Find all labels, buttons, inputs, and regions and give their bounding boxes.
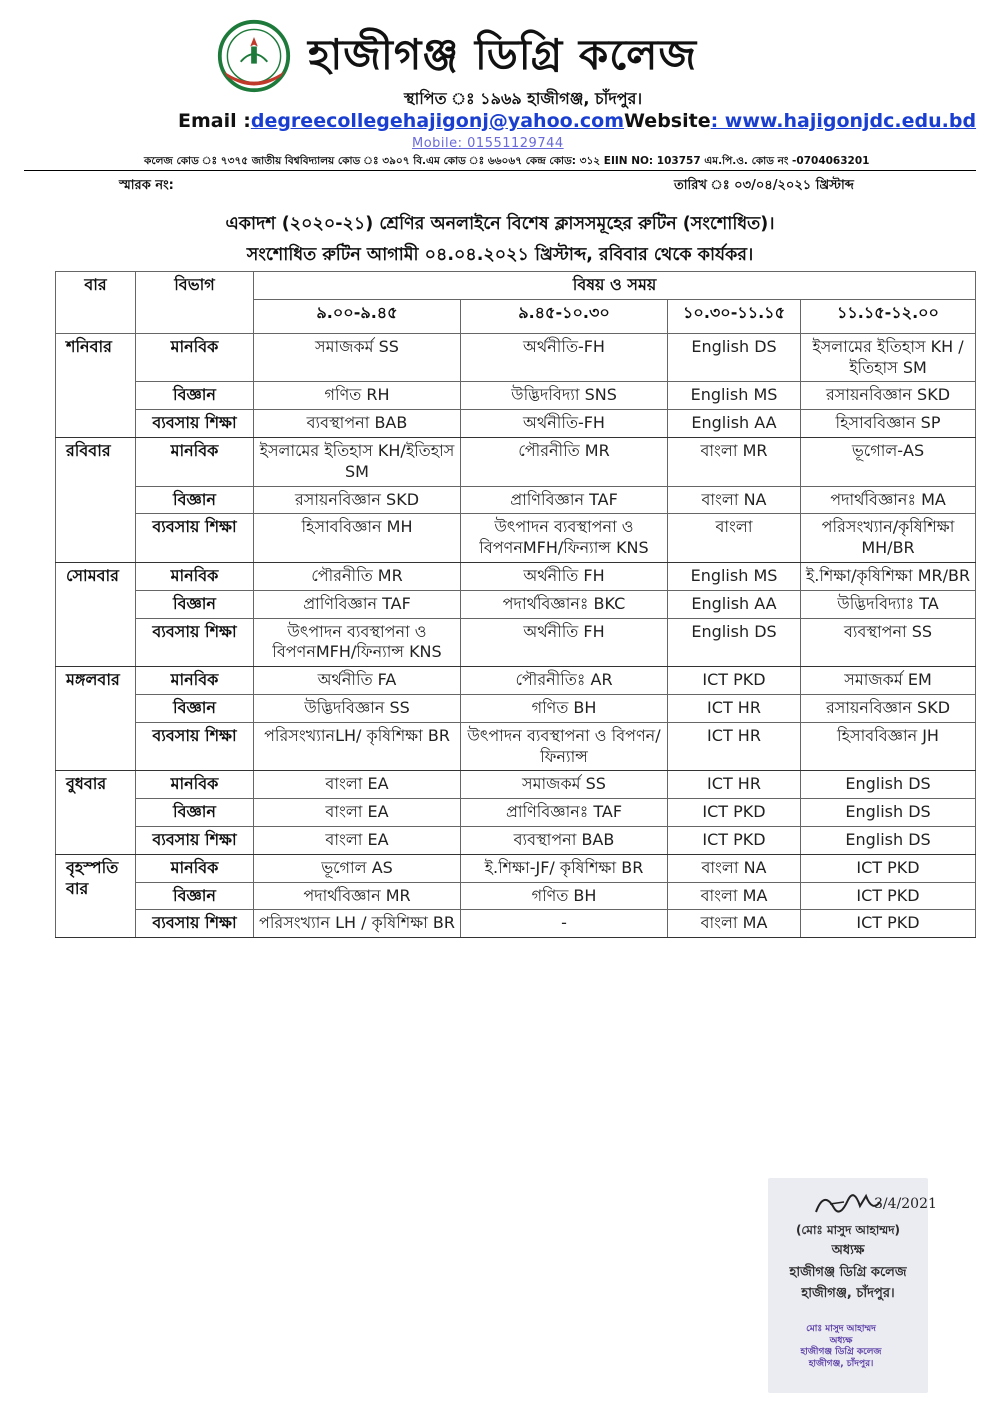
- subject-cell: সমাজকর্ম SS: [254, 333, 461, 382]
- subject-cell: ICT HR: [668, 694, 801, 722]
- notice-subtitle: সংশোধিত রুটিন আগামী ০৪.০৪.২০২১ খ্রিস্টাব্দ, রবিবার থেকে কার্যকর।: [246, 245, 754, 265]
- subject-cell: প্রাণিবিজ্ঞানঃ TAF: [461, 799, 668, 827]
- table-row: [56, 333, 976, 382]
- table-row: [56, 382, 976, 410]
- subject-cell: বাংলা MA: [668, 882, 801, 910]
- subject-cell: ভূগোল AS: [254, 854, 461, 882]
- stamp-line: মোঃ মাসুদ আহাম্মদ: [806, 1324, 876, 1334]
- department-cell: মানবিক: [136, 667, 254, 695]
- subject-cell: উদ্ভিদবিদ্যাঃ TA: [801, 590, 976, 618]
- subject-cell: ICT PKD: [801, 882, 976, 910]
- subject-cell: বাংলা: [668, 514, 801, 563]
- subject-cell: ভূগোল-AS: [801, 437, 976, 486]
- department-cell: ব্যবসায় শিক্ষা: [136, 410, 254, 438]
- subject-cell: English AA: [668, 410, 801, 438]
- table-row: [56, 562, 976, 590]
- subject-cell: বাংলা EA: [254, 771, 461, 799]
- subject-cell: পদার্থবিজ্ঞানঃ BKC: [461, 590, 668, 618]
- department-cell: মানবিক: [136, 437, 254, 486]
- website-label: Website: [624, 110, 711, 132]
- subject-cell: প্রাণিবিজ্ঞান TAF: [461, 486, 668, 514]
- table-row: [56, 590, 976, 618]
- day-cell: বুধবার: [56, 771, 136, 854]
- subject-cell: রসায়নবিজ্ঞান SKD: [801, 694, 976, 722]
- signatory-details: [768, 1222, 928, 1303]
- email-link[interactable]: degreecollegehajigonj@yahoo.com: [250, 110, 625, 132]
- institution-codes: কলেজ কোড ঃ ৭৩৭৫ জাতীয় বিশ্ববিদ্যালয় কোড ঃ ৩৯০৭ বি.এম কোড ঃ ৬৬০৬৭ কেন্দ্র কোড: ৩১২ EIIN NO: 103757 এম.পি.ও. কোড নং -0704063201: [144, 155, 870, 167]
- department-cell: ব্যবসায় শিক্ষা: [136, 910, 254, 938]
- established-line: স্থাপিত ঃ ১৯৬৯ হাজীগঞ্জ, চাঁদপুর।: [404, 89, 643, 108]
- department-cell: মানবিক: [136, 333, 254, 382]
- table-row: [56, 694, 976, 722]
- subject-cell: বাংলা MA: [668, 910, 801, 938]
- college-name: হাজীগঞ্জ ডিগ্রি কলেজ: [308, 30, 698, 79]
- day-cell: মঙ্গলবার: [56, 667, 136, 771]
- contact-line: [178, 110, 976, 132]
- department-cell: মানবিক: [136, 854, 254, 882]
- subject-cell: বাংলা NA: [668, 854, 801, 882]
- subject-cell: English DS: [801, 826, 976, 854]
- signatory-title: অধ্যক্ষ: [831, 1243, 865, 1259]
- subject-cell: পদার্থবিজ্ঞান MR: [254, 882, 461, 910]
- table-row: [56, 799, 976, 827]
- time-slot: ১০.৩০-১১.১৫: [668, 299, 801, 333]
- subject-cell: উদ্ভিদবিদ্যা SNS: [461, 382, 668, 410]
- subject-cell: ICT HR: [668, 771, 801, 799]
- subject-cell: ব্যবস্থাপনা BAB: [254, 410, 461, 438]
- subject-cell: হিসাববিজ্ঞান MH: [254, 514, 461, 563]
- subject-cell: অর্থনীতি FH: [461, 562, 668, 590]
- routine-table: [55, 271, 976, 938]
- stamp-line: হাজীগঞ্জ ডিগ্রি কলেজ: [800, 1347, 882, 1358]
- subject-cell: ICT PKD: [801, 854, 976, 882]
- subject-cell: ই.শিক্ষা/কৃষিশিক্ষা MR/BR: [801, 562, 976, 590]
- department-cell: বিজ্ঞান: [136, 590, 254, 618]
- mobile-number: Mobile: 01551129744: [412, 136, 564, 151]
- website-link[interactable]: : www.hajigonjdc.edu.bd: [710, 110, 977, 132]
- subject-cell: গণিত RH: [254, 382, 461, 410]
- signatory-place: হাজীগঞ্জ, চাঁদপুর।: [801, 1286, 895, 1302]
- subject-cell: গণিত BH: [461, 694, 668, 722]
- subject-cell: অর্থনীতি FA: [254, 667, 461, 695]
- subject-cell: সমাজকর্ম EM: [801, 667, 976, 695]
- subject-cell: ইসলামের ইতিহাস KH/ইতিহাস SM: [254, 437, 461, 486]
- table-row: [56, 854, 976, 882]
- table-row: [56, 618, 976, 667]
- subject-cell: হিসাববিজ্ঞান SP: [801, 410, 976, 438]
- subject-cell: উদ্ভিদবিজ্ঞান SS: [254, 694, 461, 722]
- department-cell: ব্যবসায় শিক্ষা: [136, 722, 254, 771]
- table-row: [56, 667, 976, 695]
- department-cell: বিজ্ঞান: [136, 882, 254, 910]
- subject-cell: English AA: [668, 590, 801, 618]
- subject-cell: বাংলা EA: [254, 799, 461, 827]
- header-divider: [24, 170, 976, 171]
- subject-cell: English DS: [668, 618, 801, 667]
- table-row: [56, 771, 976, 799]
- day-cell: শনিবার: [56, 333, 136, 437]
- department-cell: ব্যবসায় শিক্ষা: [136, 618, 254, 667]
- notice-title: একাদশ (২০২০-২১) শ্রেণির অনলাইনে বিশেষ ক্লাসসমূহের রুটিন (সংশোধিত)।: [225, 214, 775, 234]
- subject-cell: উৎপাদন ব্যবস্থাপনা ও বিপণনMFH/ফিন্যান্স KNS: [254, 618, 461, 667]
- subject-cell: ICT PKD: [668, 799, 801, 827]
- department-cell: মানবিক: [136, 562, 254, 590]
- subject-cell: উৎপাদন ব্যবস্থাপনা ও বিপণনMFH/ফিন্যান্স KNS: [461, 514, 668, 563]
- subject-cell: পরিসংখ্যানLH/ কৃষিশিক্ষা BR: [254, 722, 461, 771]
- stamp-line: অধ্যক্ষ: [829, 1335, 853, 1346]
- signature-date: 3/4/2021: [874, 1196, 937, 1212]
- time-slot: ৯.৪৫-১০.৩০: [461, 299, 668, 333]
- table-row: [56, 910, 976, 938]
- memo-number: স্মারক নং:: [119, 178, 174, 193]
- subject-cell: রসায়নবিজ্ঞান SKD: [254, 486, 461, 514]
- subject-cell: ICT HR: [668, 722, 801, 771]
- subject-cell: ICT PKD: [801, 910, 976, 938]
- department-cell: বিজ্ঞান: [136, 382, 254, 410]
- header-department: বিভাগ: [136, 272, 254, 334]
- department-cell: বিজ্ঞান: [136, 694, 254, 722]
- subject-cell: পরিসংখ্যান LH / কৃষিশিক্ষা BR: [254, 910, 461, 938]
- subject-cell: প্রাণিবিজ্ঞান TAF: [254, 590, 461, 618]
- signatory-college: হাজীগঞ্জ ডিগ্রি কলেজ: [789, 1264, 907, 1280]
- table-row: [56, 722, 976, 771]
- subject-cell: ই.শিক্ষা-JF/ কৃষিশিক্ষা BR: [461, 854, 668, 882]
- subject-cell: ব্যবস্থাপনা BAB: [461, 826, 668, 854]
- subject-cell: গণিত BH: [461, 882, 668, 910]
- subject-cell: অর্থনীতি-FH: [461, 333, 668, 382]
- table-row: [56, 882, 976, 910]
- header-day: বার: [56, 272, 136, 334]
- department-cell: মানবিক: [136, 771, 254, 799]
- subject-cell: হিসাববিজ্ঞান JH: [801, 722, 976, 771]
- subject-cell: English DS: [801, 799, 976, 827]
- subject-cell: বাংলা NA: [668, 486, 801, 514]
- subject-cell: পদার্থবিজ্ঞানঃ MA: [801, 486, 976, 514]
- subject-cell: বাংলা MR: [668, 437, 801, 486]
- subject-cell: অর্থনীতি-FH: [461, 410, 668, 438]
- signatory-name: (মোঃ মাসুদ আহাম্মদ): [795, 1223, 901, 1237]
- subject-cell: পৌরনীতি MR: [254, 562, 461, 590]
- subject-cell: উৎপাদন ব্যবস্থাপনা ও বিপণন/ফিন্যান্স: [461, 722, 668, 771]
- department-cell: ব্যবসায় শিক্ষা: [136, 826, 254, 854]
- subject-cell: ICT PKD: [668, 667, 801, 695]
- subject-cell: English MS: [668, 382, 801, 410]
- header-subject-time: বিষয় ও সময়: [254, 272, 976, 300]
- notice-date: তারিখ ঃ ০৩/০৪/২০২১ খ্রিস্টাব্দ: [674, 178, 854, 193]
- day-cell: রবিবার: [56, 437, 136, 562]
- college-emblem-icon: [216, 18, 292, 94]
- routine-body: [56, 333, 976, 937]
- table-row: [56, 486, 976, 514]
- subject-cell: -: [461, 910, 668, 938]
- subject-cell: পরিসংখ্যান/কৃষিশিক্ষা MH/BR: [801, 514, 976, 563]
- subject-cell: English DS: [801, 771, 976, 799]
- subject-cell: পৌরনীতি MR: [461, 437, 668, 486]
- table-row: [56, 826, 976, 854]
- department-cell: বিজ্ঞান: [136, 486, 254, 514]
- table-row: [56, 410, 976, 438]
- table-row: [56, 514, 976, 563]
- subject-cell: সমাজকর্ম SS: [461, 771, 668, 799]
- subject-cell: English MS: [668, 562, 801, 590]
- subject-cell: বাংলা EA: [254, 826, 461, 854]
- department-cell: ব্যবসায় শিক্ষা: [136, 514, 254, 563]
- department-cell: বিজ্ঞান: [136, 799, 254, 827]
- subject-cell: ICT PKD: [668, 826, 801, 854]
- subject-cell: অর্থনীতি FH: [461, 618, 668, 667]
- subject-cell: ব্যবস্থাপনা SS: [801, 618, 976, 667]
- subject-cell: ইসলামের ইতিহাস KH /ইতিহাস SM: [801, 333, 976, 382]
- subject-cell: English DS: [668, 333, 801, 382]
- official-stamp: [786, 1324, 896, 1371]
- subject-cell: পৌরনীতিঃ AR: [461, 667, 668, 695]
- stamp-line: হাজীগঞ্জ, চাঁদপুর।: [808, 1359, 874, 1370]
- email-label: Email :: [178, 110, 251, 132]
- day-cell: সোমবার: [56, 562, 136, 666]
- day-cell: বৃহস্পতি বার: [56, 854, 136, 937]
- time-slot: ৯.০০-৯.৪৫: [254, 299, 461, 333]
- table-row: [56, 437, 976, 486]
- time-slot: ১১.১৫-১২.০০: [801, 299, 976, 333]
- subject-cell: রসায়নবিজ্ঞান SKD: [801, 382, 976, 410]
